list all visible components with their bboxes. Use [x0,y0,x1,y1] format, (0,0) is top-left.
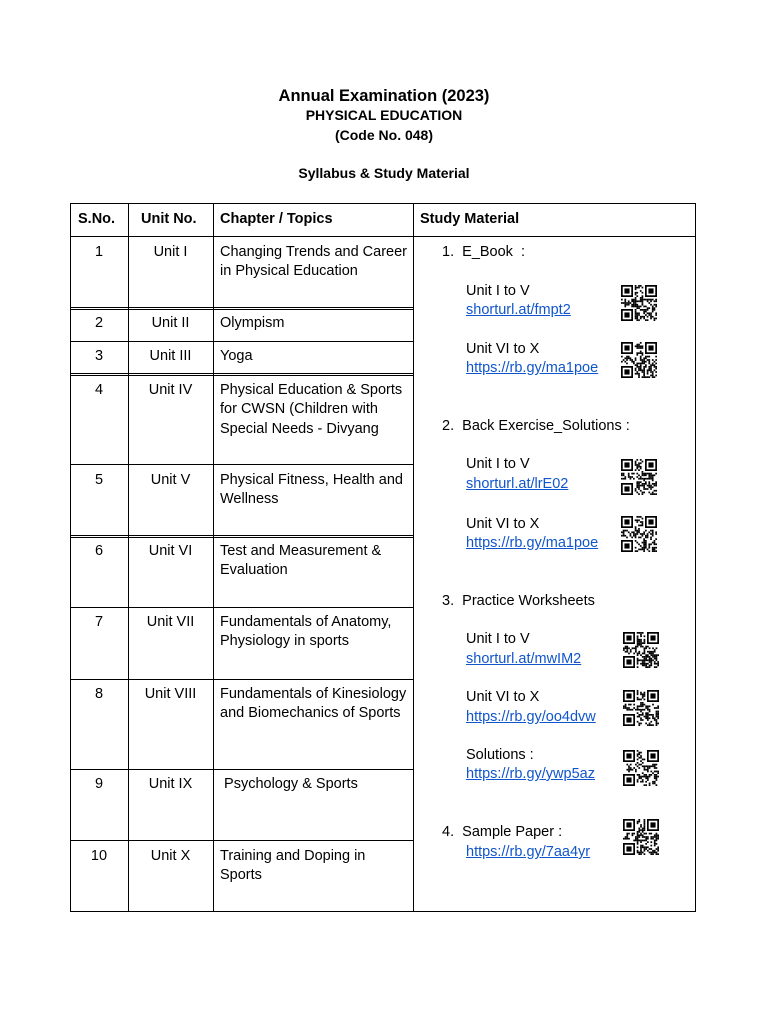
row-unit: Unit X [150,848,191,864]
page-title: Annual Examination (2023) [278,87,490,105]
row-unit: Unit II [151,315,190,331]
worksheets-unit-6-10-label: Unit VI to X [466,689,540,705]
row-sno: 8 [94,686,104,702]
qr-code-icon [621,516,657,552]
worksheets-unit-1-5-link[interactable]: shorturl.at/mwIM2 [466,651,582,667]
row-sno: 6 [94,543,104,559]
row-topic: Physical Education & Sports for CWSN (Children with Special Needs - Divyang [220,382,403,437]
subject-heading: PHYSICAL EDUCATION [305,107,463,123]
row-sno: 1 [94,244,104,260]
row-unit: Unit IV [148,382,193,398]
ebook-unit-6-10-label: Unit VI to X [466,341,540,357]
row-topic: Fundamentals of Anatomy, Physiology in sports [220,614,392,650]
row-topic: Yoga [220,348,253,364]
row-topic: Training and Doping in Sports [220,848,366,884]
back-exercise-unit-1-5-label: Unit I to V [466,456,530,472]
row-unit: Unit III [149,348,192,364]
row-unit: Unit IX [148,776,193,792]
row-unit: Unit I [153,244,188,260]
ebook-unit-1-5-label: Unit I to V [466,283,530,299]
sample-paper-heading: 4. Sample Paper : [442,824,563,840]
header-sno: S.No. [78,211,116,227]
qr-code-icon [623,632,659,668]
row-unit: Unit V [150,472,191,488]
worksheets-unit-6-10-link[interactable]: https://rb.gy/oo4dvw [466,709,596,725]
row-sno: 3 [94,348,104,364]
code-number: (Code No. 048) [334,127,433,143]
header-unit-no: Unit No. [141,211,197,227]
syllabus-heading: Syllabus & Study Material [298,165,470,181]
qr-code-icon [623,750,659,786]
row-sno: 2 [94,315,104,331]
qr-code-icon [621,285,657,321]
back-exercise-unit-6-10-link[interactable]: https://rb.gy/ma1poe [466,535,599,551]
qr-code-icon [623,819,659,855]
worksheets-solutions-link[interactable]: https://rb.gy/ywp5az [466,766,595,782]
worksheets-heading: 3. Practice Worksheets [442,593,595,609]
row-sno: 7 [94,614,104,630]
ebook-unit-1-5-link[interactable]: shorturl.at/fmpt2 [466,302,571,318]
worksheets-solutions-label: Solutions : [466,747,534,763]
worksheets-unit-1-5-label: Unit I to V [466,631,530,647]
back-exercise-unit-6-10-label: Unit VI to X [466,516,540,532]
qr-code-icon [623,690,659,726]
row-sno: 4 [94,382,104,398]
row-sno: 5 [94,472,104,488]
row-unit: Unit VI [148,543,193,559]
qr-code-icon [621,459,657,495]
row-sno: 10 [90,848,108,864]
row-topic: Test and Measurement & Evaluation [220,543,382,579]
row-topic: Fundamentals of Kinesiology and Biomechanics of Sports [220,686,407,722]
qr-code-icon [621,342,657,378]
row-sno: 9 [94,776,104,792]
row-topic: Psychology & Sports [220,776,358,792]
ebook-heading: 1. E_Book : [442,244,526,260]
header-chapter-topics: Chapter / Topics [220,211,333,227]
ebook-unit-6-10-link[interactable]: https://rb.gy/ma1poe [466,360,599,376]
row-topic: Physical Fitness, Health and Wellness [220,472,403,508]
row-topic: Olympism [220,315,285,331]
sample-paper-link[interactable]: https://rb.gy/7aa4yr [466,844,591,860]
back-exercise-unit-1-5-link[interactable]: shorturl.at/lrE02 [466,476,569,492]
header-study-material: Study Material [420,211,520,227]
row-unit: Unit VIII [144,686,197,702]
back-exercise-heading: 2. Back Exercise_Solutions : [442,418,630,434]
row-unit: Unit VII [146,614,195,630]
row-topic: Changing Trends and Career in Physical Education [220,244,408,280]
